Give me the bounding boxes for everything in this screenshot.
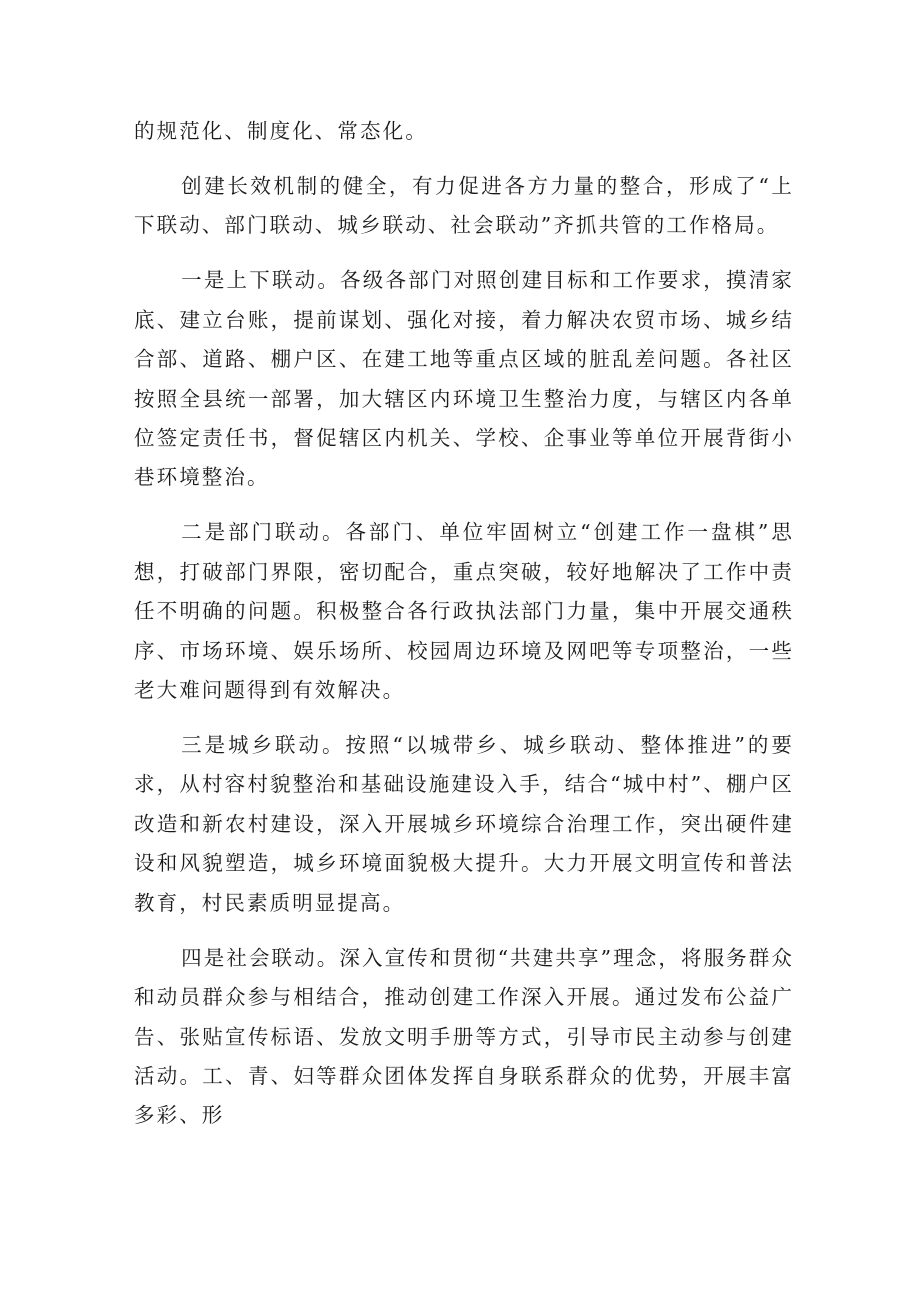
paragraph-urban-rural-linkage: 三是城乡联动。按照“以城带乡、城乡联动、整体推进”的要求，从村容村貌整治和基础设施建设入手，结合“城中村”、棚户区改造和新农村建设，深入开展城乡环境综合治理工作，突出硬件建设和风貌塑造，城乡环境面貌极大提升。大力开展文明宣传和普法教育，村民素质明显提高。 [134, 733, 794, 915]
paragraph-up-down-linkage: 一是上下联动。各级各部门对照创建目标和工作要求，摸清家底、建立台账，提前谋划、强化对接，着力解决农贸市场、城乡结合部、道路、棚户区、在建工地等重点区域的脏乱差问题。各社区按照全县统一部署，加大辖区内环境卫生整治力度，与辖区内各单位签定责任书，督促辖区内机关、学校、企事业等单位开展背街小巷环境整治。 [134, 268, 794, 490]
document-body [134, 112, 794, 1151]
paragraph-department-linkage: 二是部门联动。各部门、单位牢固树立“创建工作一盘棋”思想，打破部门界限，密切配合，重点突破，较好地解决了工作中责任不明确的问题。积极整合各行政执法部门力量，集中开展交通秩序、市场环境、娱乐场所、校园周边环境及网吧等专项整治，一些老大难问题得到有效解决。 [134, 520, 794, 703]
paragraph-social-linkage: 四是社会联动。深入宣传和贯彻“共建共享”理念，将服务群众和动员群众参与相结合，推动创建工作深入开展。通过发布公益广告、张贴宣传标语、发放文明手册等方式，引导市民主动参与创建活动。工、青、妇等群众团体发挥自身联系群众的优势，开展丰富多彩、形 [134, 945, 794, 1128]
paragraph-mechanism: 创建长效机制的健全，有力促进各方力量的整合，形成了“上下联动、部门联动、城乡联动、社会联动”齐抓共管的工作格局。 [134, 174, 794, 238]
paragraph-continuation: 的规范化、制度化、常态化。 [134, 119, 428, 143]
